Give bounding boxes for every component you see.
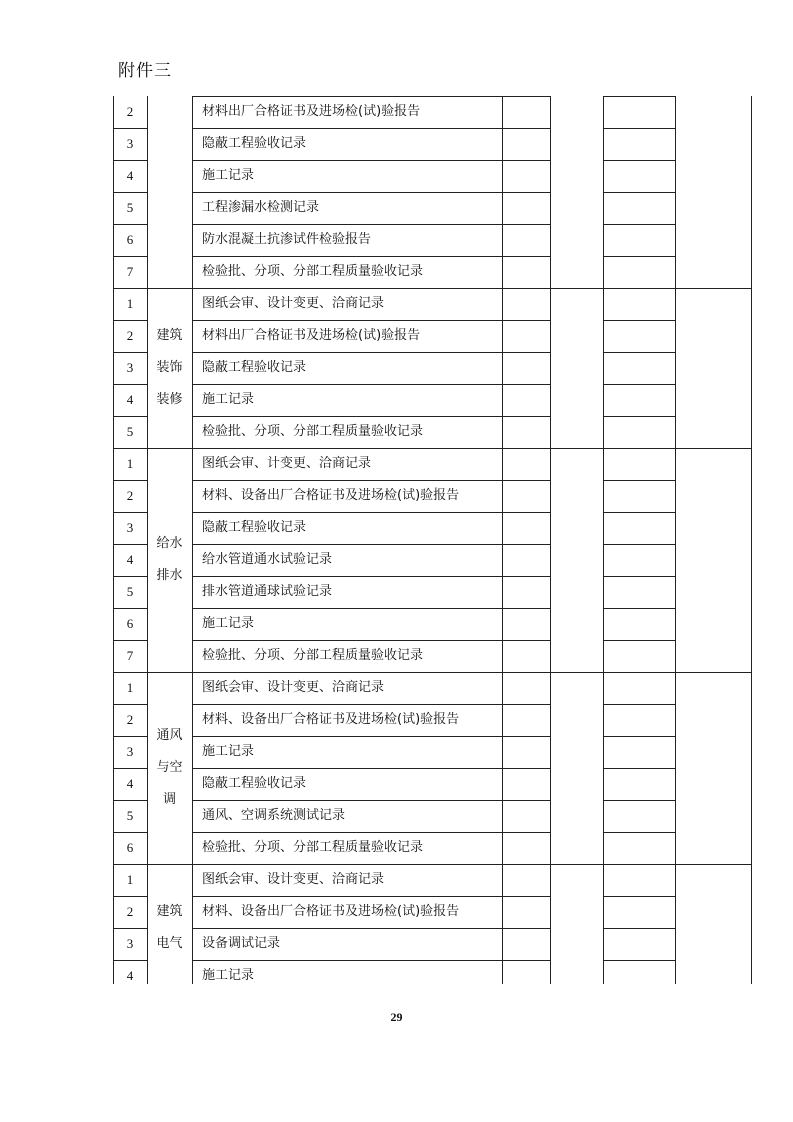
row-item: 施工记录 — [202, 392, 255, 407]
row-divider — [603, 352, 675, 353]
page-number: 29 — [390, 1010, 403, 1024]
table-vline — [603, 96, 604, 984]
row-number: 1 — [126, 296, 134, 311]
category-label: 装修 — [156, 392, 183, 407]
row-item: 隐蔽工程验收记录 — [202, 136, 307, 151]
row-divider — [603, 928, 675, 929]
category-label: 与空 — [156, 760, 183, 775]
row-item: 隐蔽工程验收记录 — [202, 360, 307, 375]
row-item: 图纸会审、设计变更、洽商记录 — [202, 872, 385, 887]
row-divider — [603, 640, 675, 641]
row-divider — [603, 960, 675, 961]
row-number: 4 — [126, 776, 134, 791]
row-item: 给水管道通水试验记录 — [202, 552, 333, 567]
row-divider — [603, 384, 675, 385]
row-divider — [603, 832, 675, 833]
category-label: 排水 — [156, 568, 183, 583]
row-number: 5 — [126, 584, 134, 599]
row-number: 3 — [126, 936, 134, 951]
row-divider — [603, 544, 675, 545]
row-number: 2 — [126, 328, 134, 343]
row-number: 3 — [126, 136, 134, 151]
row-divider — [603, 256, 675, 257]
category-label: 建筑 — [156, 328, 183, 343]
row-number: 2 — [126, 904, 134, 919]
row-number: 1 — [126, 872, 134, 887]
category-label: 调 — [162, 792, 176, 807]
category-label: 通风 — [156, 728, 183, 743]
category-label: 给水 — [156, 536, 183, 551]
row-item: 材料、设备出厂合格证书及进场检(试)验报告 — [202, 488, 460, 503]
row-number: 4 — [126, 968, 134, 983]
category-label: 装饰 — [156, 360, 183, 375]
row-item: 施工记录 — [202, 616, 255, 631]
row-number: 7 — [126, 648, 134, 663]
row-divider — [603, 736, 675, 737]
row-divider — [603, 224, 675, 225]
row-divider — [603, 768, 675, 769]
row-number: 5 — [126, 424, 134, 439]
row-item: 隐蔽工程验收记录 — [202, 520, 307, 535]
row-item: 图纸会审、设计变更、洽商记录 — [202, 296, 385, 311]
table-vline — [192, 96, 193, 984]
row-number: 2 — [126, 104, 134, 119]
row-divider — [603, 320, 675, 321]
row-item: 材料出厂合格证书及进场检(试)验报告 — [202, 104, 421, 119]
row-item: 施工记录 — [202, 168, 255, 183]
row-item: 隐蔽工程验收记录 — [202, 776, 307, 791]
row-divider — [603, 896, 675, 897]
row-number: 3 — [126, 744, 134, 759]
row-number: 6 — [126, 232, 134, 247]
row-number: 6 — [126, 616, 134, 631]
row-item: 防水混凝土抗渗试件检验报告 — [202, 232, 372, 247]
row-number: 1 — [126, 456, 134, 471]
row-item: 图纸会审、设计变更、洽商记录 — [202, 680, 385, 695]
row-item: 检验批、分项、分部工程质量验收记录 — [202, 648, 424, 663]
row-item: 排水管道通球试验记录 — [202, 584, 333, 599]
category-label: 建筑 — [156, 904, 183, 919]
row-item: 检验批、分项、分部工程质量验收记录 — [202, 424, 424, 439]
row-item: 工程渗漏水检测记录 — [202, 200, 320, 215]
row-item: 材料、设备出厂合格证书及进场检(试)验报告 — [202, 904, 460, 919]
row-number: 3 — [126, 360, 134, 375]
row-number: 4 — [126, 552, 134, 567]
row-item: 施工记录 — [202, 744, 255, 759]
row-divider — [603, 96, 675, 97]
row-divider — [603, 576, 675, 577]
row-item: 设备调试记录 — [202, 936, 281, 951]
row-divider — [603, 608, 675, 609]
row-divider — [603, 704, 675, 705]
row-item: 材料出厂合格证书及进场检(试)验报告 — [202, 328, 421, 343]
row-number: 2 — [126, 712, 134, 727]
row-item: 检验批、分项、分部工程质量验收记录 — [202, 840, 424, 855]
row-number: 1 — [126, 680, 134, 695]
row-divider — [603, 800, 675, 801]
row-divider — [603, 160, 675, 161]
row-number: 5 — [126, 808, 134, 823]
row-item: 通风、空调系统测试记录 — [202, 808, 346, 823]
row-number: 4 — [126, 168, 134, 183]
row-item: 材料、设备出厂合格证书及进场检(试)验报告 — [202, 712, 460, 727]
row-number: 4 — [126, 392, 134, 407]
table-vline — [502, 96, 503, 984]
row-number: 3 — [126, 520, 134, 535]
category-label: 电气 — [156, 936, 183, 951]
table-vline — [675, 96, 676, 984]
row-item: 检验批、分项、分部工程质量验收记录 — [202, 264, 424, 279]
row-number: 6 — [126, 840, 134, 855]
row-divider — [603, 128, 675, 129]
row-item: 施工记录 — [202, 968, 255, 983]
row-divider — [603, 480, 675, 481]
row-number: 2 — [126, 488, 134, 503]
page-label: 附件三 — [118, 61, 172, 81]
row-number: 7 — [126, 264, 134, 279]
table-vline — [751, 96, 752, 984]
row-divider — [603, 512, 675, 513]
table-vline — [550, 96, 551, 984]
row-item: 图纸会审、计变更、洽商记录 — [202, 456, 372, 471]
row-divider — [603, 416, 675, 417]
row-number: 5 — [126, 200, 134, 215]
row-divider — [603, 192, 675, 193]
